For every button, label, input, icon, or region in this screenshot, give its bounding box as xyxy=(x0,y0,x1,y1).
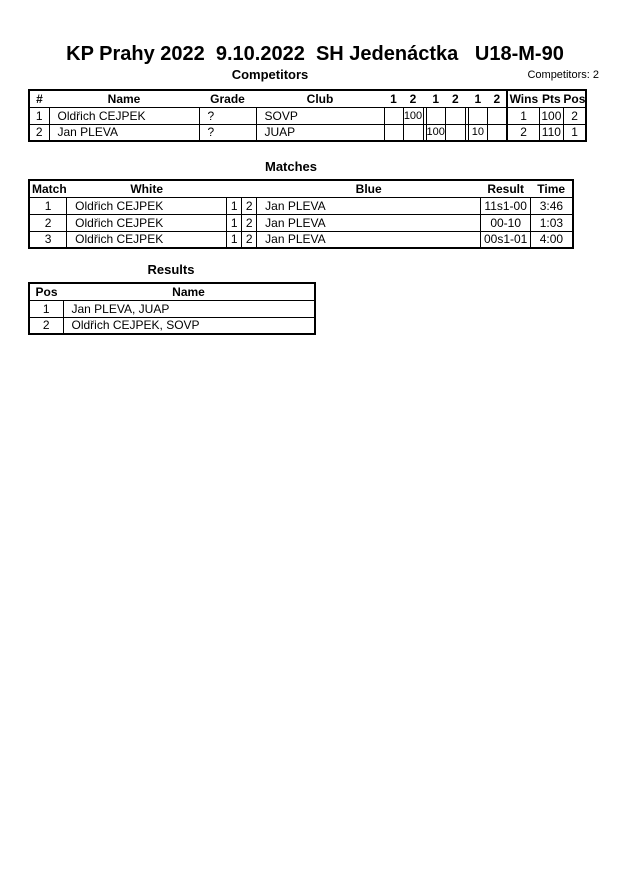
score-cell xyxy=(487,107,507,124)
competitor-club: SOVP xyxy=(256,107,384,124)
competitor-num: 2 xyxy=(29,124,49,141)
score-cell: 100 xyxy=(403,107,423,124)
competitors-count: Competitors: 2 xyxy=(527,69,599,81)
result-name: Jan PLEVA, JUAP xyxy=(63,300,315,317)
match-blue-name: Jan PLEVA xyxy=(257,197,481,214)
result-pos: 1 xyxy=(29,300,63,317)
competitor-row xyxy=(29,107,586,124)
header-blue: Blue xyxy=(257,180,481,197)
match-row xyxy=(29,214,573,231)
match-row xyxy=(29,197,573,214)
matches-table xyxy=(28,179,574,249)
match-white-name: Oldřich CEJPEK xyxy=(67,197,227,214)
competitor-pos: 1 xyxy=(563,124,586,141)
matches-section-title: Matches xyxy=(264,159,318,174)
match-row xyxy=(29,231,573,248)
score-cell xyxy=(403,124,423,141)
match-white-name: Oldřich CEJPEK xyxy=(67,214,227,231)
header-match: Match xyxy=(29,180,67,197)
header-pts: Pts xyxy=(539,90,563,107)
header-num: # xyxy=(29,90,49,107)
header-round-4: 2 xyxy=(445,90,465,107)
competitor-name: Jan PLEVA xyxy=(49,124,199,141)
match-num: 3 xyxy=(29,231,67,248)
score-cell xyxy=(487,124,507,141)
match-blue-num: 2 xyxy=(242,214,257,231)
competitor-name: Oldřich CEJPEK xyxy=(49,107,199,124)
match-white-name: Oldřich CEJPEK xyxy=(67,231,227,248)
header-pos: Pos xyxy=(29,283,63,300)
competitor-pts: 100 xyxy=(541,108,562,123)
match-blue-num: 2 xyxy=(242,197,257,214)
score-cell xyxy=(445,124,465,141)
header-grade: Grade xyxy=(199,90,256,107)
header-round-1: 1 xyxy=(384,90,403,107)
competitor-wins: 2 xyxy=(507,124,539,141)
competitor-pos: 2 xyxy=(563,107,586,124)
competitor-grade: ? xyxy=(199,107,256,124)
result-row xyxy=(29,317,315,334)
match-time: 3:46 xyxy=(531,197,573,214)
score-cell: 10 xyxy=(468,124,487,141)
header-time: Time xyxy=(531,180,573,197)
header-round-3: 1 xyxy=(426,90,445,107)
header-name: Name xyxy=(49,90,199,107)
result-name: Oldřich CEJPEK, SOVP xyxy=(63,317,315,334)
match-num: 2 xyxy=(29,214,67,231)
header-round-2: 2 xyxy=(403,90,423,107)
match-time: 4:00 xyxy=(531,231,573,248)
competitor-row xyxy=(29,124,586,141)
results-table xyxy=(28,282,316,335)
competitor-wins: 1 xyxy=(507,107,539,124)
competitors-section-title: Competitors xyxy=(231,67,309,82)
match-white-num: 1 xyxy=(227,231,242,248)
result-row xyxy=(29,300,315,317)
header-round-6: 2 xyxy=(487,90,507,107)
competitor-pts: 110 xyxy=(539,124,563,141)
header-result: Result xyxy=(481,180,531,197)
header-club: Club xyxy=(256,90,384,107)
match-white-num: 1 xyxy=(227,197,242,214)
match-result: 00-10 xyxy=(481,214,531,231)
page-title: KP Prahy 2022 9.10.2022 SH Jedenáctka U18-M-90 xyxy=(66,43,564,65)
match-white-num: 1 xyxy=(227,214,242,231)
header-spacer xyxy=(227,180,242,197)
header-white: White xyxy=(67,180,227,197)
score-cell xyxy=(445,107,465,124)
matches-header-row xyxy=(29,180,573,197)
score-cell xyxy=(468,107,487,124)
match-result: 00s1-01 xyxy=(481,231,531,248)
competitor-grade: ? xyxy=(199,124,256,141)
score-cell: 100 xyxy=(426,124,445,141)
match-blue-name: Jan PLEVA xyxy=(257,231,481,248)
match-blue-num: 2 xyxy=(242,231,257,248)
match-num: 1 xyxy=(29,197,67,214)
score-cell xyxy=(384,107,403,124)
competitors-table xyxy=(28,89,587,142)
score-cell xyxy=(426,107,445,124)
match-time: 1:03 xyxy=(531,214,573,231)
header-round-5: 1 xyxy=(468,90,487,107)
header-spacer xyxy=(242,180,257,197)
results-header-row xyxy=(29,283,315,300)
competitor-num: 1 xyxy=(29,107,49,124)
competitor-club: JUAP xyxy=(256,124,384,141)
header-wins: Wins xyxy=(507,90,539,107)
results-section-title: Results xyxy=(147,262,195,277)
match-blue-name: Jan PLEVA xyxy=(257,214,481,231)
score-cell xyxy=(384,124,403,141)
match-result: 11s1-00 xyxy=(481,197,531,214)
header-name: Name xyxy=(63,283,315,300)
competitors-header-row xyxy=(29,90,586,107)
header-pos: Pos xyxy=(563,91,586,106)
result-pos: 2 xyxy=(29,317,63,334)
